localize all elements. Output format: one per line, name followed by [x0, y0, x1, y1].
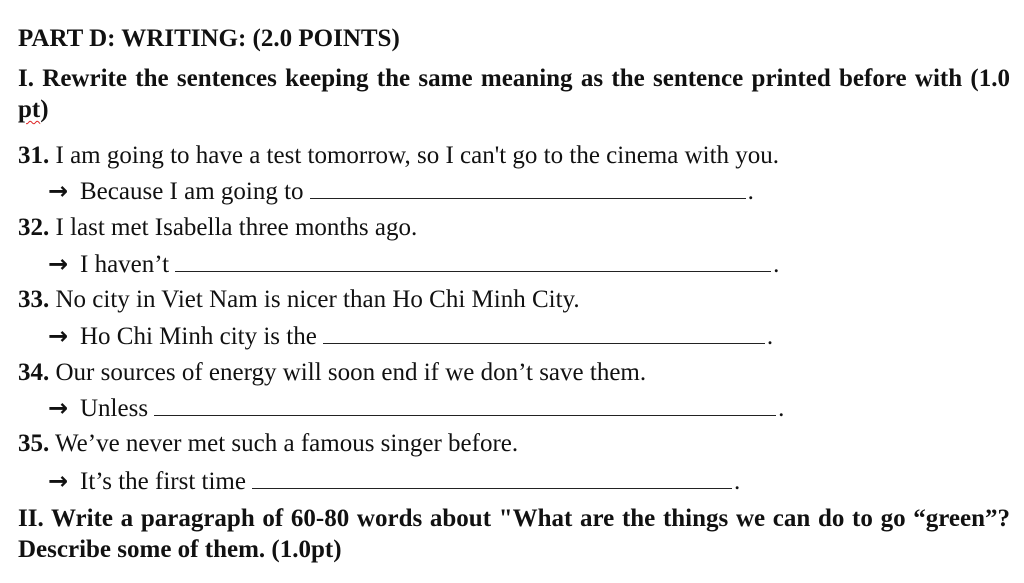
- section-1-text: I. Rewrite the sentences keeping the same meaning as the sentence printed before with (1.0: [18, 65, 1010, 92]
- answer-blank[interactable]: [323, 323, 765, 344]
- answer-line-32: [48, 249, 779, 280]
- question-text: Our sources of energy will soon end if we don’t save them.: [49, 359, 647, 386]
- answer-blank[interactable]: [154, 395, 776, 416]
- question-number: 35.: [18, 430, 50, 457]
- question-31: [18, 141, 779, 171]
- question-text: I am going to have a test tomorrow, so I can't go to the cinema with you.: [49, 142, 780, 169]
- answer-blank[interactable]: [175, 251, 771, 272]
- answer-line-34: [48, 393, 784, 424]
- arrow-icon: →: [48, 250, 69, 278]
- question-text: I last met Isabella three months ago.: [49, 214, 418, 241]
- answer-prompt: Unless: [80, 395, 149, 422]
- arrow-icon: →: [48, 322, 69, 350]
- arrow-icon: →: [48, 177, 69, 205]
- section-1-instruction: [18, 63, 1010, 125]
- question-text: We’ve never met such a famous singer before.: [49, 430, 519, 457]
- section-2-instruction: II. Write a paragraph of 60-80 words about "What are the things we can do to go “green”? Describe some of them. (1.0pt): [18, 505, 1010, 563]
- spellcheck-word: pt: [18, 96, 41, 123]
- answer-line-31: [48, 176, 754, 207]
- answer-prompt: Because I am going to: [80, 178, 304, 205]
- question-32: [18, 213, 417, 243]
- question-number: 33.: [18, 286, 50, 313]
- answer-line-33: [48, 321, 773, 352]
- question-text: No city in Viet Nam is nicer than Ho Chi Minh City.: [49, 286, 580, 313]
- answer-end: .: [733, 468, 741, 495]
- arrow-icon: →: [48, 467, 69, 495]
- arrow-icon: →: [48, 394, 69, 422]
- answer-prompt: Ho Chi Minh city is the: [80, 323, 317, 350]
- question-35: [18, 429, 518, 459]
- part-title: PART D: WRITING: (2.0 POINTS): [18, 25, 400, 52]
- answer-prompt: It’s the first time: [80, 468, 246, 495]
- question-number: 34.: [18, 359, 50, 386]
- answer-end: .: [766, 323, 774, 350]
- question-33: [18, 285, 580, 315]
- question-number: 32.: [18, 214, 50, 241]
- answer-line-35: [48, 466, 740, 497]
- answer-end: .: [747, 178, 754, 205]
- answer-end: .: [778, 395, 785, 422]
- question-34: [18, 358, 646, 388]
- question-number: 31.: [18, 142, 50, 169]
- answer-blank[interactable]: [310, 178, 746, 199]
- answer-blank[interactable]: [252, 468, 732, 489]
- section-1-text-end: ): [40, 96, 49, 123]
- answer-prompt: I haven’t: [80, 251, 170, 278]
- answer-end: .: [773, 251, 780, 278]
